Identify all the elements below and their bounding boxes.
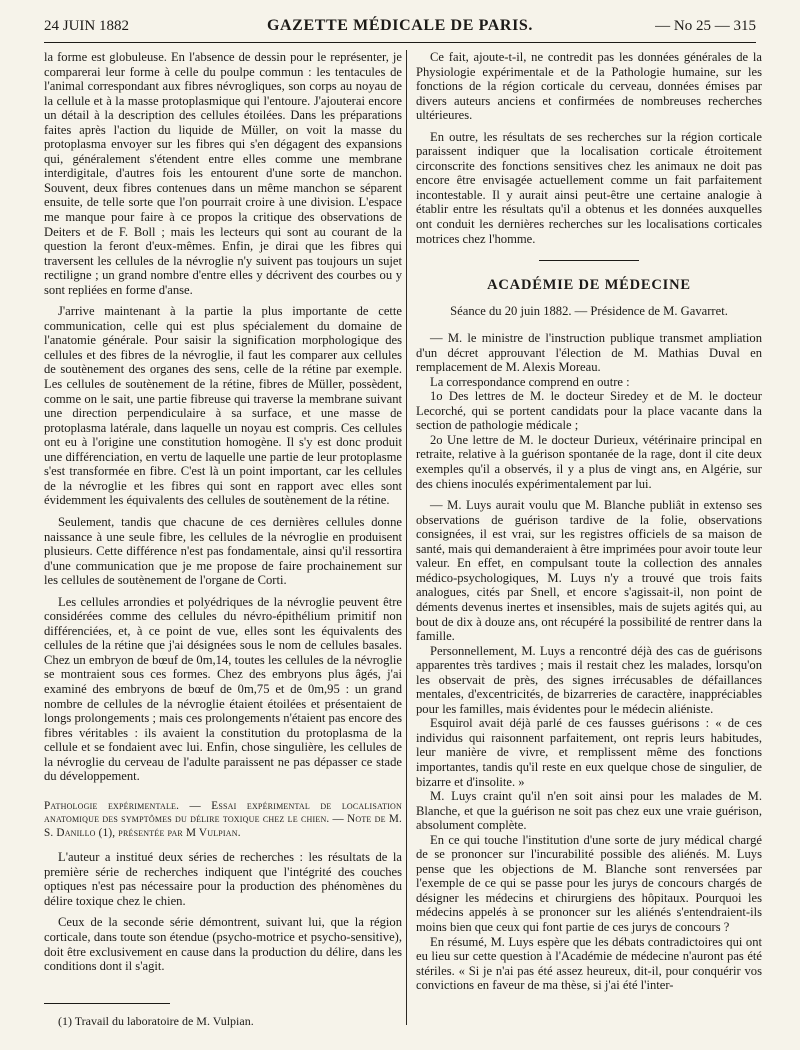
header-issue: — No 25 — 315 [655,18,756,34]
academie-paragraph-3: 1o Des lettres de M. le docteur Siredey et de M. le docteur Lecorché, qui se portent candidats pour la place vacante dans la section de pathologie médicale ; [416,389,762,433]
academie-paragraph-10: En résumé, M. Luys espère que les débats contradictoires qui ont eu lieu sur cette question à l'Académie de médecine n'auront pas été stériles. « Si je n'ai pas été assez heureux, dit-il, pour conquérir vos convictions en faveur de ma thèse, si j'ai été l'inter- [416,934,762,993]
academie-paragraph-1: — M. le ministre de l'instruction publique transmet ampliation d'un décret approuvant l'élection de M. Mathias Duval en remplacement de M. Alexis Moreau. [416,331,762,375]
academie-paragraph-2: La correspondance comprend en outre : [430,374,630,389]
section-divider [539,260,639,261]
footnote: (1) Travail du laboratoire de M. Vulpian. [58,1014,254,1028]
pathologie-paragraph-2: Ceux de la seconde série démontrent, suivant lui, que la région corticale, dans toute son étendue (psycho-motrice et psycho-sensitive), doit être exclusivement en cause dans la production du délire, dans les conditions dont il s'agit. [44,915,402,974]
right-paragraph-2: En outre, les résultats de ses recherches sur la région corticale paraissent indiquer que la localisation corticale étroitement circonscrite des fonctions sensitives chez les animaux ne doit pas encore être envisagée actuellement comme un fait parfaitement incontestable. Il y aurait ainsi peut-être une certaine analogie à établir entre les résultats qu'il a obtenus et les données auxquelles ont conduit les dernières recherches sur les localisations corticales motrices chez l'homme. [416,129,762,246]
left-column [44,50,402,974]
left-paragraph-3: Seulement, tandis que chacune de ces dernières cellules donne naissance à une seule fibre, les cellules de la névroglie en produisent plusieurs. Cette différence n'est pas fondamentale, ainsi qu'il ressortira d'une communication que je me propose de faire prochainement sur les cellules de soutènement de l'organe de Corti. [44,514,402,588]
page-header [44,16,756,43]
academie-paragraph-5: — M. Luys aurait voulu que M. Blanche publiât in extenso ses observations de guérison tardive de la folie, observations consignées, il est vrai, sur les registres officiels de sa maison de santé, mais qui demanderaient à être imprimées pour avoir toute leur valeur. En effet, en compulsant toute la collection des annales médico-psychologiques, M. Luys n'y a trouvé que trois faits analogues, cités par Snell, et encore s'agissait-il, non point de déments devenus inertes et insensibles, mais de sujets agités qui, au bout de dix à douze ans, ont récupéré la possibilité de rentrer dans la famille. [416,498,762,644]
academie-paragraph-9: En ce qui touche l'institution d'une sorte de jury médical chargé de se prononcer sur l'incurabilité possible des aliénés. M. Luys pense que les objections de M. Blanche sont renversées par l'exemple de ce qui se passe pour les jurys de concours chargés de désigner les médecins et chirurgiens des hôpitaux. Pourquoi les médecins appelés à se prononcer sur les aliénés s'entendraient-ils moins bien que ceux qui font partie de ces jurys de concours ? [416,832,762,934]
academie-title: ACADÉMIE DE MÉDECINE [487,277,691,294]
left-paragraph-1: la forme est globuleuse. En l'absence de dessin pour le représenter, je comparerai leur forme à celle du poulpe commun : les tentacules de l'animal correspondant aux fibres névrogliques, son corps au noyau de la cellule et à la masse protoplasmique qui l'entoure. J'ajouterai encore un détail à la description des cellules étoilées. Dans les préparations faites après l'action du liquide de Müller, on voit la masse du protoplasma envoyer sur les fibres qui s'en dégagent des expansions qui, généralement s'étendent entre elles comme une membrane interdigitale, d'autres fois les entourent d'une sorte de manchon. Souvent, deux fibres contenues dans un même manchon se séparent ensuite, de telle sorte que l'on pourrait croire à une division. L'espace me manque pour faire à ce propos la critique des observations de Deiters et de F. Boll ; mais les lecteurs qui sont au courant de la question la feront d'eux-mêmes. Enfin, je dirai que les fibres qui traversent les cellules de la névroglie n'y suivent pas toujours un sujet rectiligne ; un grand nombre d'entre elles y décrivent des courbes ou y sont repliées en forme d'anse. [44,50,402,297]
header-date: 24 JUIN 1882 [44,18,129,34]
academie-paragraph-8: M. Luys craint qu'il n'en soit ainsi pour les malades de M. Blanche, et que la guérison ne soit pas chez eux une vraie guérison, absolument complète. [416,789,762,833]
left-paragraph-2: J'arrive maintenant à la partie la plus importante de cette communication, celle qui est plus spécialement du domaine de l'anatomie générale. Pour saisir la signification morphologique des cellules et des fibres de la névroglie, il faut les comparer aux cellules de soutènement des organes des sens, celle de la rétine par exemple. Les cellules de soutènement de la rétine, fibres de Müller, possèdent, comme on le sait, une partie fibreuse qui traverse la membrane suivant une direction perpendiculaire à sa surface, et une masse de protoplasma latérale, dans laquelle un noyau est compris. Ces cellules ont eu à l'origine une constitution homogène. Il s'y est donc produit une différenciation, en vertu de laquelle une partie de leur protoplasme s'est transformée en fibre. C'est là un point important, car les cellules de la névroglie et les fibres qui sont en rapport avec elles sont évidemment les équivalents des cellules de soutènement de la rétine. [44,304,402,508]
right-column [416,50,762,993]
academie-paragraph-7: Esquirol avait déjà parlé de ces fausses guérisons : « de ces individus qui raisonnent parfaitement, ont repris leurs habitudes, leur manière de vivre, et remplissent même des fonctions importantes, tandis qu'il reste en eux quelque chose de singulier, de bizarre et d'insolite. » [416,716,762,789]
seance-line: Séance du 20 juin 1882. — Présidence de M. Gavarret. [450,304,728,319]
pathologie-paragraph-1: L'auteur a institué deux séries de recherches : les résultats de la première série de recherches indiquent que l'intégrité des couches optiques n'est pas nécessaire pour la production des phénomènes du délire toxique chez le chien. [44,850,402,908]
academie-paragraph-6: Personnellement, M. Luys a rencontré déjà des cas de guérisons apparentes très tardives ; mais il restait chez les malades, lorsqu'on les observait de près, des signes irrécusables de défaillances mentales, d'excentricités, de bizarreries de caractère, inappréciables pour les familles, mais évidentes pour le médecin aliéniste. [416,643,762,716]
left-paragraph-4: Les cellules arrondies et polyédriques de la névroglie peuvent être considérées comme des cellules du névro-épithélium primitif non différenciées, et, à ce point de vue, elles sont les équivalents des cellules de la rétine que j'ai désignées sous le nom de cellules basales. Chez un embryon de bœuf de 0m,14, toutes les cellules de la névroglie se montraient sous ces formes. Chez des embryons plus âgés, j'ai examiné des embryons de bœuf de 0m,75 et de 0m,95 : un grand nombre de cellules de la névroglie étaient étoilées et présentaient de longs prolongements ; mais ces prolongements n'étaient pas encore des fibres véritables : ils avaient la constitution du protoplasma de la cellule et se fondaient avec lui. Enfin, chose singulière, les cellules de la névroglie du cerveau de l'adulte paraissent ne pas dépasser ce stade du développement. [44,594,402,784]
column-divider [406,50,407,1025]
academie-paragraph-4: 2o Une lettre de M. le docteur Durieux, vétérinaire principal en retraite, relative à la guérison spontanée de la rage, dont il cite deux exemples qu'il a observés, il y a plus de vingt ans, en Algérie, sur des chiens inoculés expérimentalement par lui. [416,432,762,491]
right-paragraph-1: Ce fait, ajoute-t-il, ne contredit pas les données générales de la Physiologie expérimentale et de la Pathologie humaine, sur les fonctions de la région corticale du cerveau, données émises par divers auteurs anciens et confirmées de nombreuses recherches ultérieures. [416,50,762,123]
pathologie-heading: Pathologie expérimentale. — Essai expérimental de localisation anatomique des symptômes du délire toxique chez le chien. — Note de M. S. Danillo (1), présentée par M Vulpian. [44,799,402,839]
header-title: GAZETTE MÉDICALE DE PARIS. [266,17,533,34]
footnote-rule [44,1003,170,1004]
